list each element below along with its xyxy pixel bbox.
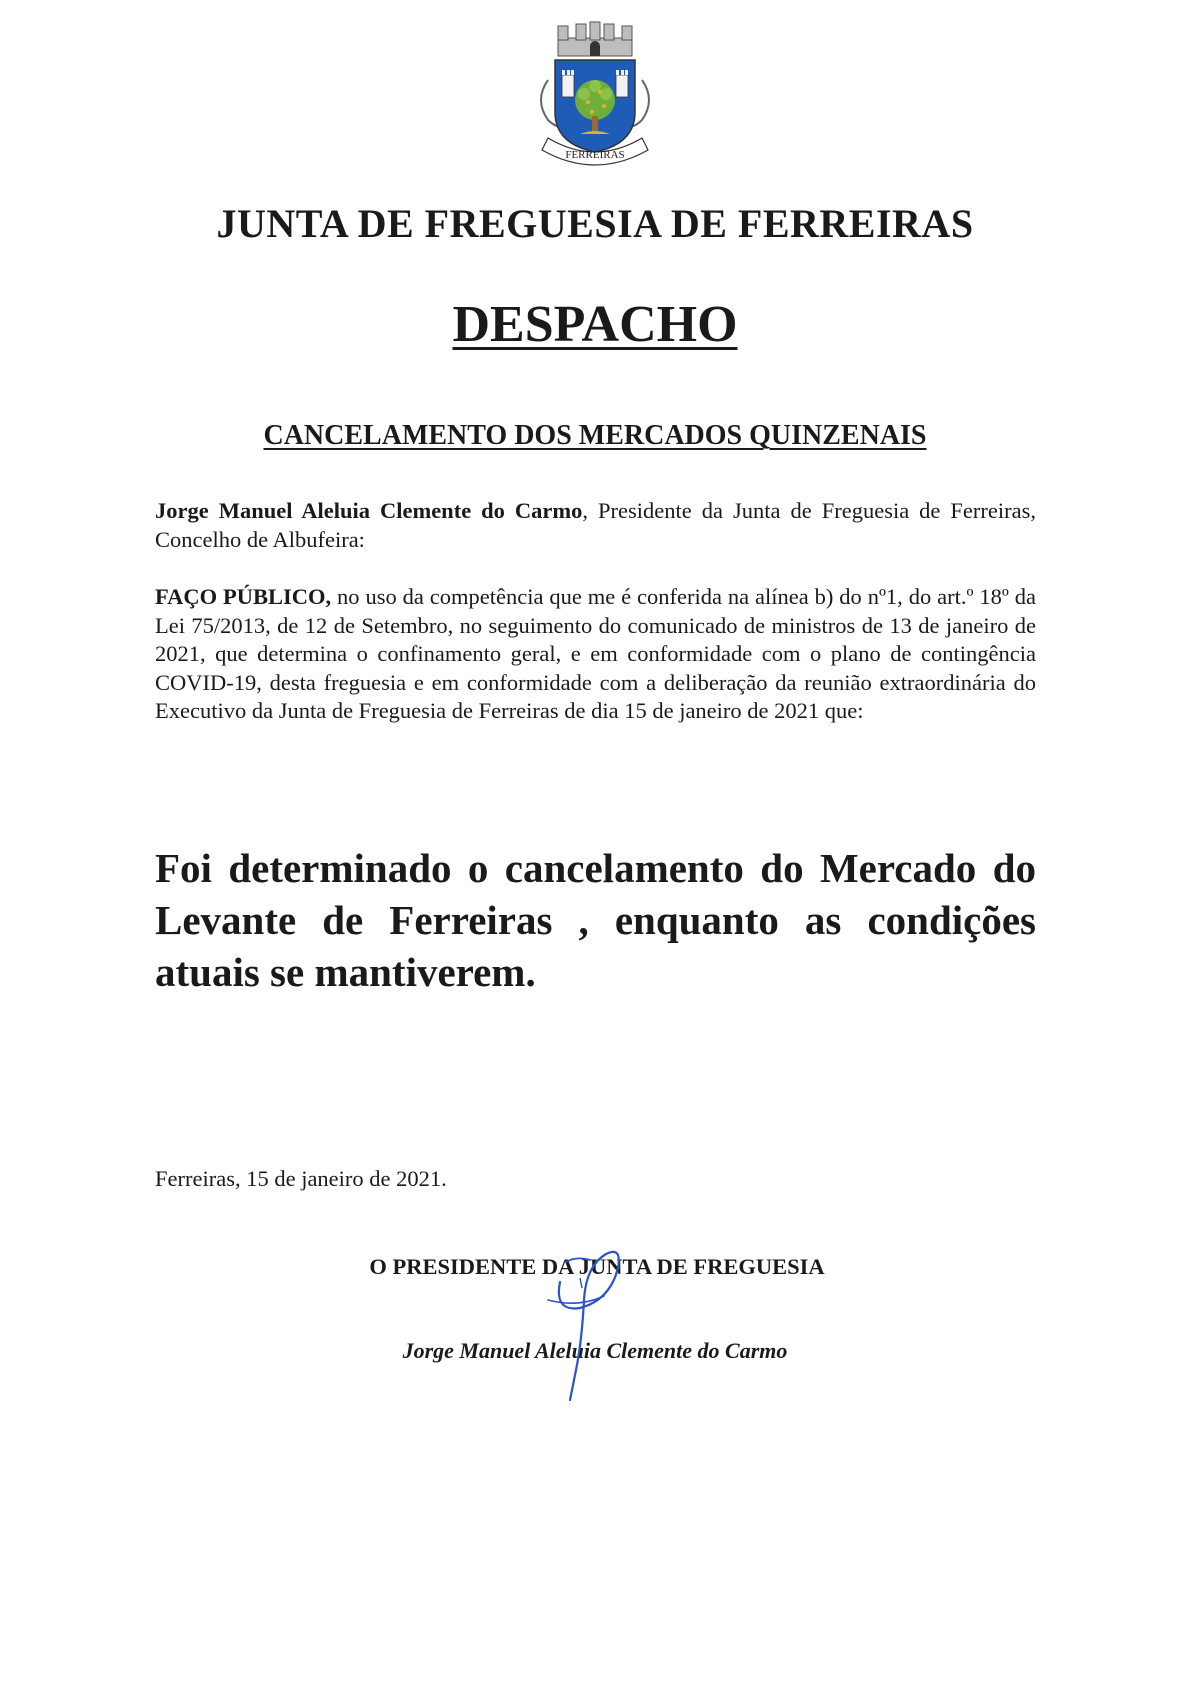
notice-text: no uso da competência que me é conferida na alínea b) do nº1, do art.º 18º da Lei 75/2013, de 12 de Setembro, no seguimento do comunicado de ministros de 13 de janeiro de 2021, que determina o confinamento geral, e em conformidade com o plano de contingência COVID-19, desta freguesia e em conformidade com a deliberação da reunião extraordinária do Executivo da Junta de Freguesia de Ferreiras de dia 15 de janeiro de 2021 que:: [155, 584, 1036, 723]
organization-title: JUNTA DE FREGUESIA DE FERREIRAS: [216, 201, 974, 246]
subject-heading: CANCELAMENTO DOS MERCADOS QUINZENAIS: [263, 420, 927, 451]
notice-paragraph: [155, 583, 1036, 726]
svg-text:FERREIRAS: FERREIRAS: [565, 149, 625, 161]
president-name: Jorge Manuel Aleluia Clemente do Carmo: [155, 498, 583, 523]
signature-icon: [540, 1242, 640, 1412]
coat-of-arms-icon: [520, 20, 670, 180]
place-date: Ferreiras, 15 de janeiro de 2021.: [155, 1166, 447, 1191]
document-type-title: DESPACHO: [452, 296, 738, 353]
intro-paragraph: [155, 497, 1036, 554]
announcement: Foi determinado o cancelamento do Mercado do Levante de Ferreiras , enquanto as condições atuais se mantiverem.: [155, 845, 1036, 995]
signer-name: Jorge Manuel Aleluia Clemente do Carmo: [402, 1338, 788, 1363]
notice-lead: FAÇO PÚBLICO,: [155, 584, 332, 609]
signer-title: O PRESIDENTE DA JUNTA DE FREGUESIA: [369, 1254, 825, 1279]
intro-text: , Presidente da Junta de Freguesia de Ferreiras, Concelho de Albufeira:: [155, 498, 1036, 552]
